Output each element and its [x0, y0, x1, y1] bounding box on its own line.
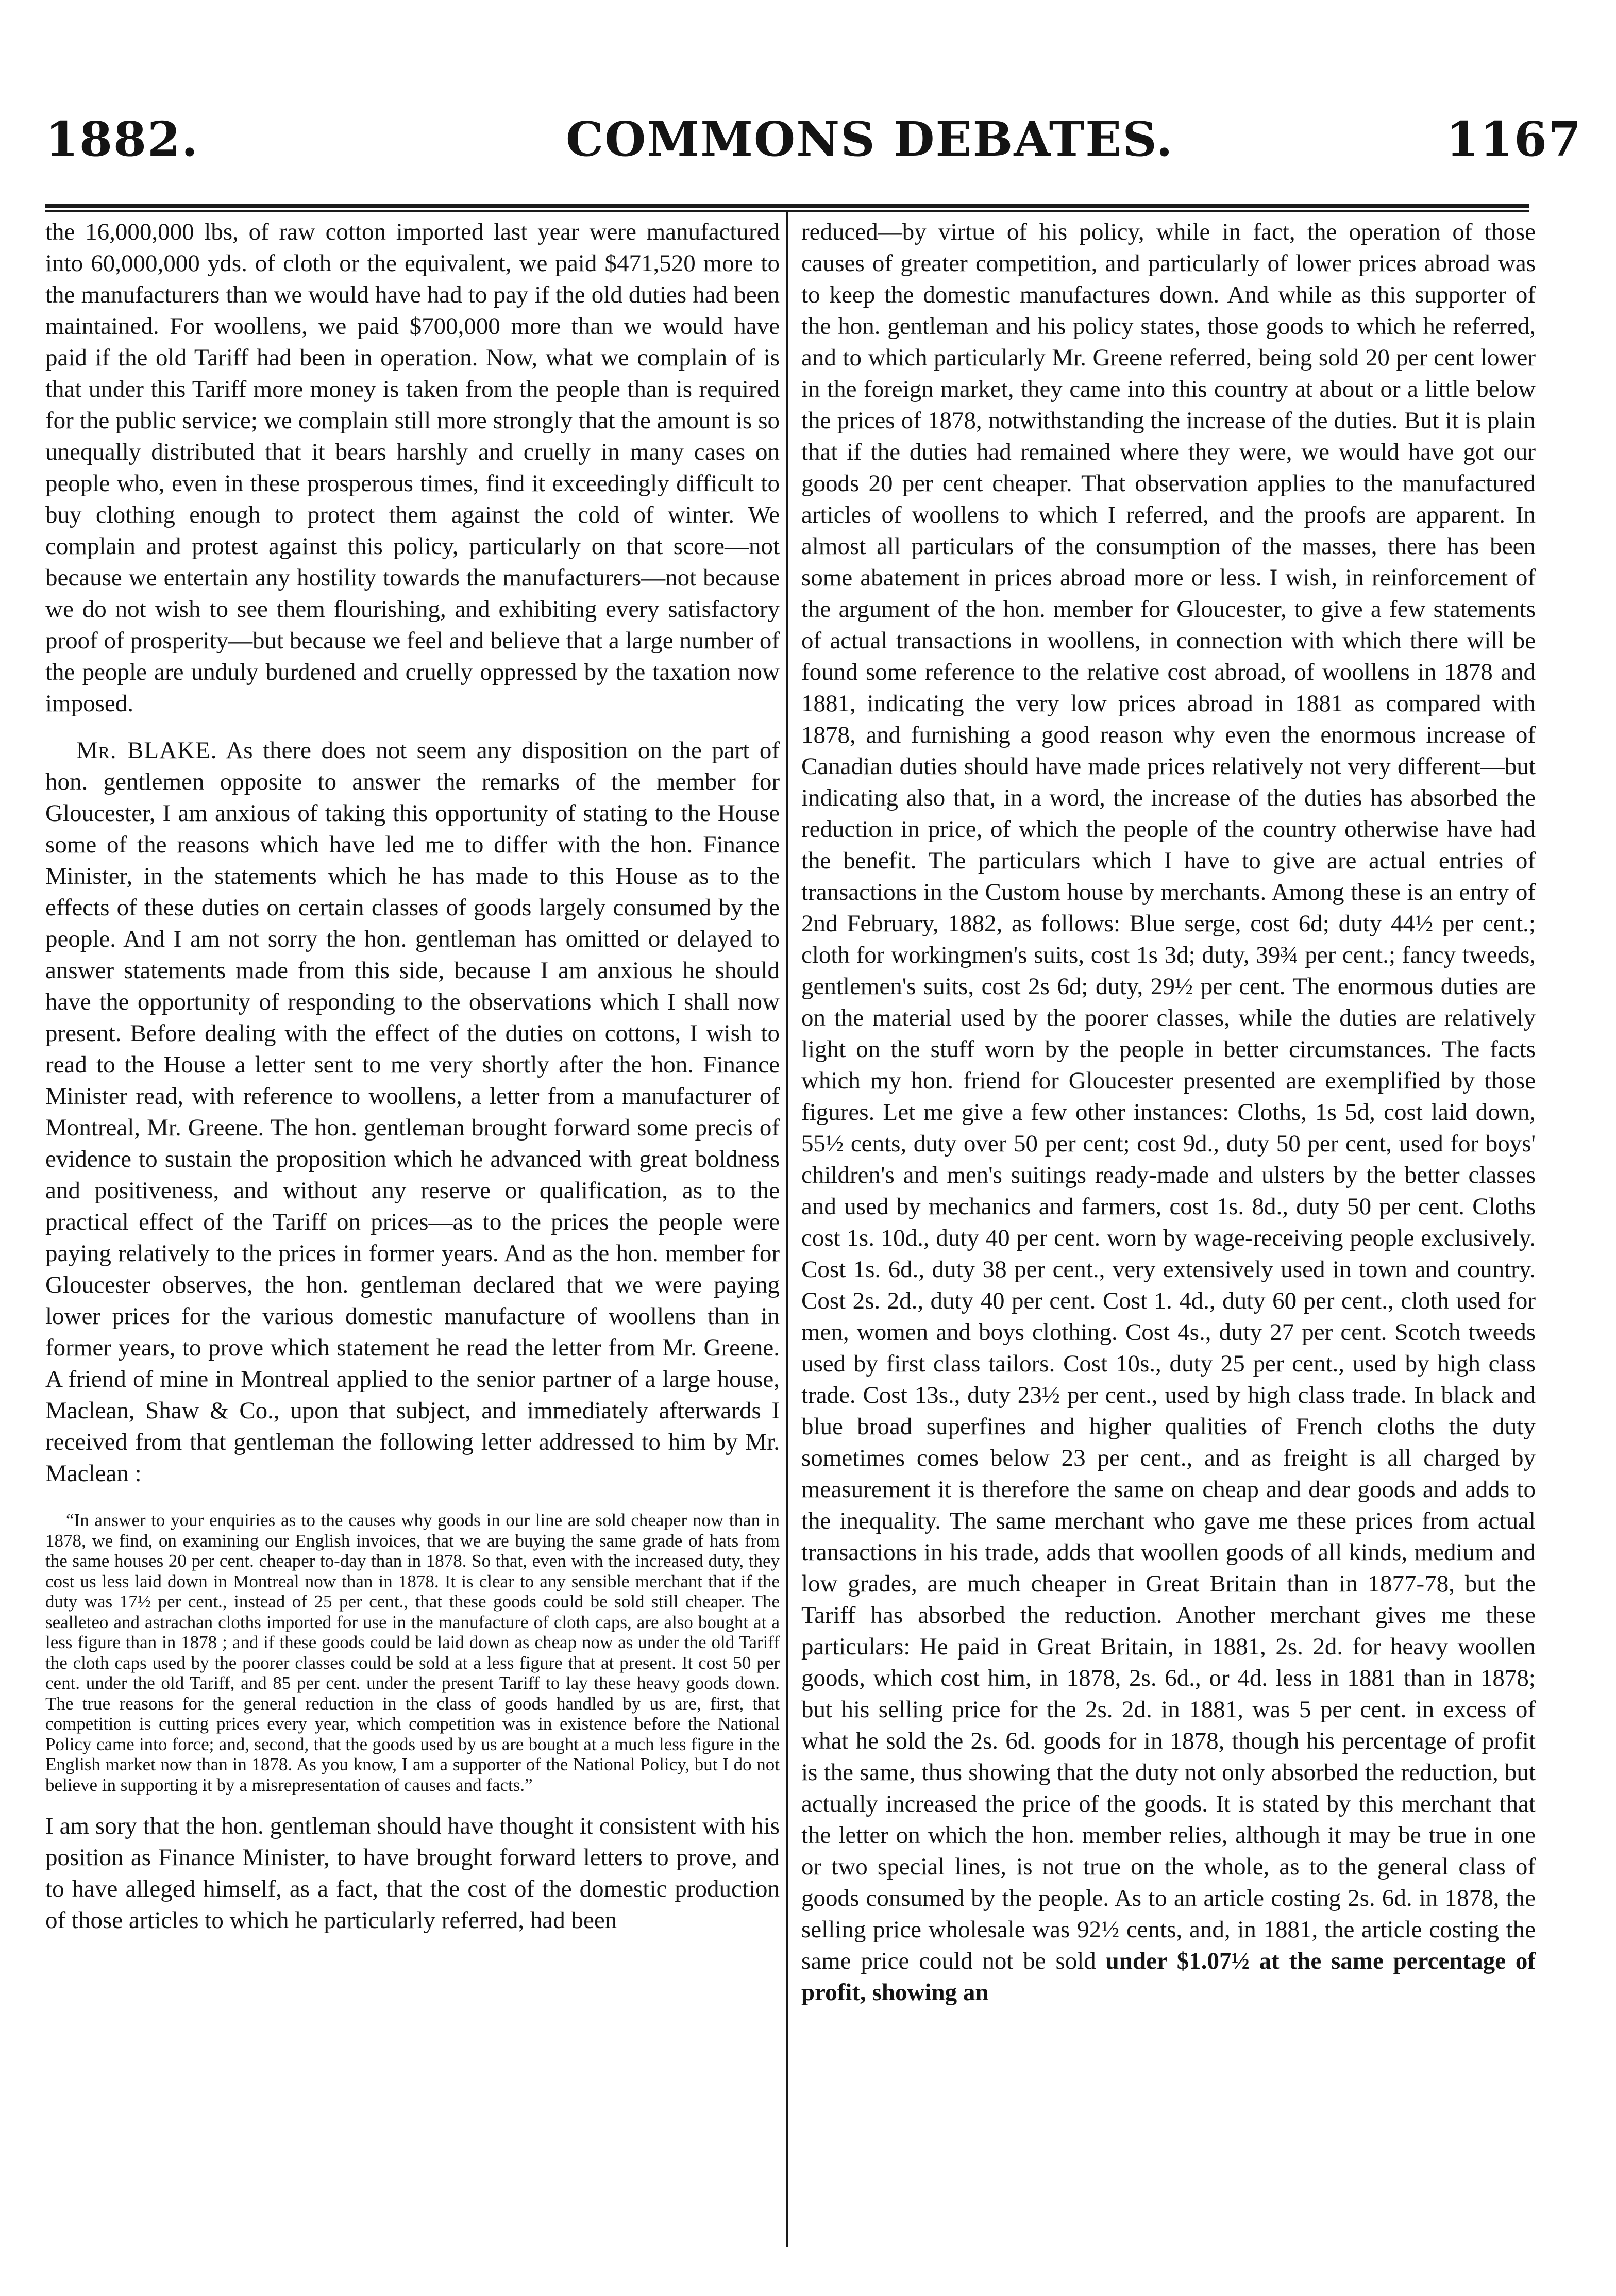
header-page-number: 1167 [1446, 111, 1583, 167]
right-paragraph-1-text: reduced—by virtue of his policy, while in fact, the operation of those causes of greater competition, and particularly of lower prices abroad was to keep the domestic manufactures down. And while as this supporter of the hon. gentleman and his policy states, those goods to which he referred, and to which particularly Mr. Greene referred, being sold 20 per cent lower in the foreign market, they came into this country at about or a little below the prices of 1878, notwithstanding the increase of the duties. But it is plain that if the duties had remained where they were, we would have got our goods 20 per cent cheaper. That observation applies to the manufactured articles of woollens to which I referred, and the proofs are apparent. In almost all particulars of the consumption of the masses, there has been some abatement in prices abroad more or less. I wish, in reinforcement of the argument of the hon. member for Gloucester, to give a few statements of actual transactions in woollens, in connection with which there will be found some reference to the relative cost abroad, of woollens in 1878 and 1881, indicating the very low prices abroad in 1881 as compared with 1878, and furnishing a good reason why even the enormous increase of Canadian duties should have made prices relatively not very different—but indicating also that, in a word, the increase of the duties has absorbed the reduction in price, of which the people of the country otherwise have had the benefit. The particulars which I have to give are actual entries of transactions in the Custom house by merchants. Among these is an entry of 2nd February, 1882, as follows: Blue serge, cost 6d; duty 44½ per cent.; cloth for workingmen's suits, cost 1s 3d; duty, 39¾ per cent.; fancy tweeds, gentlemen's suits, cost 2s 6d; duty, 29½ per cent. The enormous duties are on the material used by the poorer classes, while the duties are relatively light on the stuff worn by the people in better circumstances. The facts which my hon. friend for Gloucester presented are exemplified by those figures. Let me give a few other instances: Cloths, 1s 5d, cost laid down, 55½ cents, duty over 50 per cent; cost 9d., duty 50 per cent, used for boys' children's and men's suitings ready-made and ulsters by the better classes and used by mechanics and farmers, cost 1s. 8d., duty 50 per cent. Cloths cost 1s. 10d., duty 40 per cent. worn by wage-receiving people exclusively. Cost 1s. 6d., duty 38 per cent., very extensively used in town and country. Cost 2s. 2d., duty 40 per cent. Cost 1. 4d., duty 60 per cent., cloth used for men, women and boys clothing. Cost 4s., duty 27 per cent. Scotch tweeds used by first class tailors. Cost 10s., duty 25 per cent., used by high class trade. Cost 13s., duty 23½ per cent., used by high class trade. In black and blue broad superfines and higher qualities of French cloths the duty sometimes comes below 23 per cent., and as freight is all charged by measurement it is therefore the same on cheap and dear goods and adds to the inequality. The same merchant who gave me these prices from actual transactions in his trade, adds that woollen goods of all kinds, medium and low grades, are much cheaper in Great Britain than in 1877-78, but the Tariff has absorbed the reduction. Another merchant gives me these particulars: He paid in Great Britain, in 1881, 2s. 2d. for heavy woollen goods, which cost him, in 1878, 2s. 6d., or 4d. less in 1881 than in 1878; but his selling price for the 2s. 2d. in 1881, was 5 per cent. in excess of what he sold the 2s. 6d. goods for in 1878, though his percentage of profit is the same, thus showing that the duty not only absorbed the reduction, but actually increased the price of the goods. It is stated by this merchant that the letter on which the hon. member relies, although it may be true in one or two special lines, is not true on the whole, as to the general class of goods consumed by the people. As to an article costing 2s. 6d. in 1878, the selling price wholesale was 92½ cents, and, in 1881, the article costing the same price could not be sold [801, 219, 1536, 1974]
header-rule [45, 204, 1529, 208]
right-column [801, 216, 1536, 2008]
right-paragraph-1-tail: under $1.07½ at the same percentage of profit, showing an [801, 1948, 1536, 2006]
right-paragraph-1 [801, 216, 1536, 2008]
left-column [45, 216, 780, 1936]
left-paragraph-1: the 16,000,000 lbs, of raw cotton imported last year were manufactured into 60,000,000 yds. of cloth or the equivalent, we paid $471,520 more to the manufacturers than we would have had to pay if the old duties had been maintained. For woollens, we paid $700,000 more than we would have paid if the old Tariff had been in operation. Now, what we complain of is that under this Tariff more money is taken from the people than is required for the public service; we complain still more strongly that the amount is so unequally distributed that it bears harshly and cruelly in many cases on people who, even in these prosperous times, find it exceedingly difficult to buy clothing enough to protect them against the cold of winter. We complain and protest against this policy, particularly on that score—not because we entertain any hostility towards the manufacturers—not because we do not wish to see them flourishing, and exhibiting every satisfactory proof of prosperity—but because we feel and believe that a large number of the people are unduly burdened and cruelly oppressed by the taxation now imposed. [45, 219, 780, 717]
left-paragraph-3: I am sory that the hon. gentleman should have thought it consistent with his position as Finance Minister, to have brought forward letters to prove, and to have alleged himself, as a fact, that the cost of the domestic production of those articles to which he particularly referred, had been [45, 1813, 780, 1934]
page-header [45, 88, 1583, 175]
speaker-name: Mr. BLAKE. [76, 737, 217, 764]
column-divider [786, 211, 788, 2247]
left-paragraph-2 [45, 735, 780, 1489]
quoted-letter [45, 1510, 780, 1795]
header-year: 1882. [45, 111, 199, 167]
left-paragraph-2-text: As there does not seem any disposition on the part of hon. gentlemen opposite to answer the remarks of the member for Gloucester, I am anxious of taking this opportunity of stating to the House some of the reasons which have led me to differ with the hon. Finance Minister, in the statements which he has made to this House as to the effects of these duties on certain classes of goods largely consumed by the people. And I am not sorry the hon. gentleman has omitted or delayed to answer statements made from this side, because I am anxious he should have the opportunity of responding to the observations which I shall now present. Before dealing with the effect of the duties on cottons, I wish to read to the House a letter sent to me very shortly after the hon. Finance Minister read, with reference to woollens, a letter from a manufacturer of Montreal, Mr. Greene. The hon. gentleman brought forward some precis of evidence to sustain the proposition which he advanced with great boldness and positiveness, and without any reserve or qualification, as to the practical effect of the Tariff on prices—as to the prices the people were paying relatively to the prices in former years. And as the hon. member for Gloucester observes, the hon. gentleman declared that we were paying lower prices for the various domestic manufacture of woollens than in former years, to prove which statement he read the letter from Mr. Greene. A friend of mine in Montreal applied to the senior partner of a large house, Maclean, Shaw & Co., upon that subject, and immediately afterwards I received from that gentleman the following letter addressed to him by Mr. Maclean : [45, 737, 780, 1487]
header-title: COMMONS DEBATES. [566, 111, 1174, 167]
quoted-letter-text: “In answer to your enquiries as to the causes why goods in our line are sold cheaper now than in 1878, we find, on examining our English invoices, that we are buying the same grade of hats from the same houses 20 per cent. cheaper to-day than in 1878. So that, even with the increased duty, they cost us less laid down in Montreal now than in 1878. It is clear to any sensible merchant that if the duty was 17½ per cent., instead of 25 per cent., that these goods could be sold still cheaper. The sealleteo and astrachan cloths imported for use in the manufacture of cloth caps, are also bought at a less figure than in 1878 ; and if these goods could be laid down as cheap now as under the old Tariff the cloth caps used by the poorer classes could be sold at a less figure that at present. It cost 50 per cent. under the old Tariff, and 85 per cent. under the present Tariff to lay these heavy goods down. The true reasons for the general reduction in the class of goods handled by us are, first, that competition is cutting prices every year, which competition was in existence before the National Policy came into force; and, second, that the goods used by us are bought at a much less figure in the English market now than in 1878. As you know, I am a supporter of the National Policy, but I do not believe in supporting it by a misrepresentation of causes and facts.” [45, 1510, 780, 1795]
